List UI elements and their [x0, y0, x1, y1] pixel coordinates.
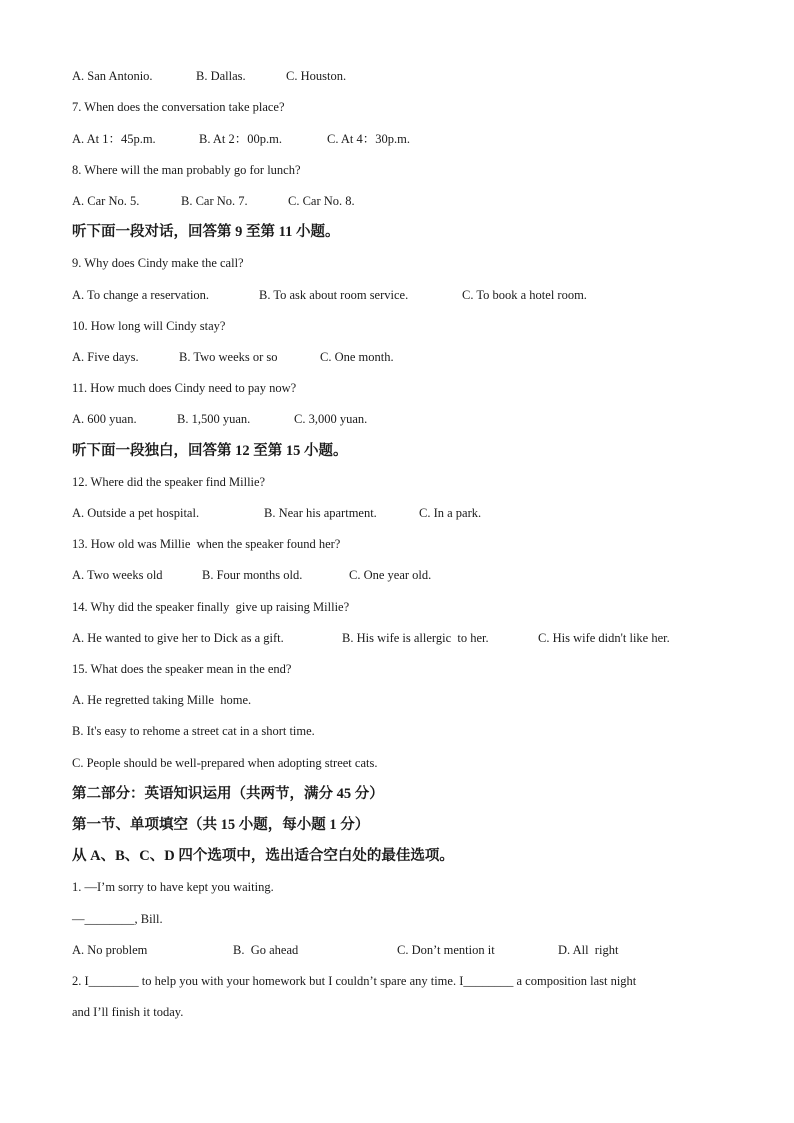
- question-1: 1. —I’m sorry to have kept you waiting.: [72, 880, 274, 894]
- part-heading: 第二部分：英语知识运用（共两节，满分 45 分）: [72, 786, 384, 802]
- question-14: 14. Why did the speaker finally give up raising Millie?: [72, 600, 350, 614]
- option-a: A. To change a reservation.: [72, 288, 210, 302]
- option-a: A. Outside a pet hospital.: [72, 506, 200, 520]
- option-c: C. Don’t mention it: [397, 943, 495, 957]
- question-9: 9. Why does Cindy make the call?: [72, 256, 244, 270]
- option-a: A. At 1：45p.m.: [72, 132, 156, 146]
- option-a: A. He wanted to give her to Dick as a gift.: [72, 631, 284, 645]
- option-c: C. Car No. 8.: [288, 194, 355, 208]
- options-row: [72, 630, 670, 646]
- option-b: B. Four months old.: [202, 568, 303, 582]
- option-b: B. Near his apartment.: [264, 506, 377, 520]
- options-row: [72, 567, 432, 583]
- section-heading: 第一节、单项填空（共 15 小题，每小题 1 分）: [72, 817, 370, 833]
- options-row: [72, 505, 482, 521]
- question-2: 2. I________ to help you with your homework but I couldn’t spare any time. I________ a composition last night: [72, 974, 637, 988]
- option-b: B. Dallas.: [196, 69, 246, 83]
- option-c: C. At 4：30p.m.: [327, 132, 410, 146]
- option-a: A. No problem: [72, 943, 148, 957]
- option-c: C. Houston.: [286, 69, 347, 83]
- option-b: B. His wife is allergic to her.: [342, 631, 489, 645]
- question-1-reply: —________, Bill.: [72, 912, 163, 926]
- option-c: C. One year old.: [349, 568, 432, 582]
- option-c: C. 3,000 yuan.: [294, 412, 368, 426]
- question-8: 8. Where will the man probably go for lunch?: [72, 163, 301, 177]
- options-row: [72, 411, 368, 427]
- question-15: 15. What does the speaker mean in the end?: [72, 662, 292, 676]
- option-b: B. Two weeks or so: [179, 350, 278, 364]
- option-c: C. In a park.: [419, 506, 482, 520]
- question-2-continued: and I’ll finish it today.: [72, 1005, 184, 1019]
- option-a: A. Five days.: [72, 350, 139, 364]
- option-b: B. Car No. 7.: [181, 194, 248, 208]
- option-b: B. 1,500 yuan.: [177, 412, 251, 426]
- question-13: 13. How old was Millie when the speaker found her?: [72, 537, 341, 551]
- option-a: A. Car No. 5.: [72, 194, 140, 208]
- option-c: C. One month.: [320, 350, 394, 364]
- question-10: 10. How long will Cindy stay?: [72, 319, 226, 333]
- options-row: [72, 942, 619, 958]
- option-b: B. At 2：00p.m.: [199, 132, 282, 146]
- option-c: C. People should be well-prepared when adopting street cats.: [72, 756, 378, 770]
- instructions: 从 A、B、C、D 四个选项中，选出适合空白处的最佳选项。: [72, 848, 454, 864]
- option-c: C. To book a hotel room.: [462, 288, 587, 302]
- options-row: [72, 349, 394, 365]
- option-d: D. All right: [558, 943, 619, 957]
- section-heading: 听下面一段对话，回答第 9 至第 11 小题。: [72, 224, 340, 240]
- options-row: [72, 193, 355, 209]
- option-a: A. Two weeks old: [72, 568, 163, 582]
- section-heading: 听下面一段独白，回答第 12 至第 15 小题。: [72, 443, 348, 459]
- options-row: [72, 287, 587, 303]
- option-b: B. It's easy to rehome a street cat in a short time.: [72, 724, 315, 738]
- question-12: 12. Where did the speaker find Millie?: [72, 475, 266, 489]
- question-7: 7. When does the conversation take place?: [72, 100, 285, 114]
- question-11: 11. How much does Cindy need to pay now?: [72, 381, 297, 395]
- option-a: A. 600 yuan.: [72, 412, 137, 426]
- option-b: B. To ask about room service.: [259, 288, 409, 302]
- options-row: [72, 131, 410, 147]
- options-row: [72, 68, 347, 84]
- option-c: C. His wife didn't like her.: [538, 631, 670, 645]
- option-a: A. He regretted taking Mille home.: [72, 693, 252, 707]
- option-b: B. Go ahead: [233, 943, 299, 957]
- option-a: A. San Antonio.: [72, 69, 153, 83]
